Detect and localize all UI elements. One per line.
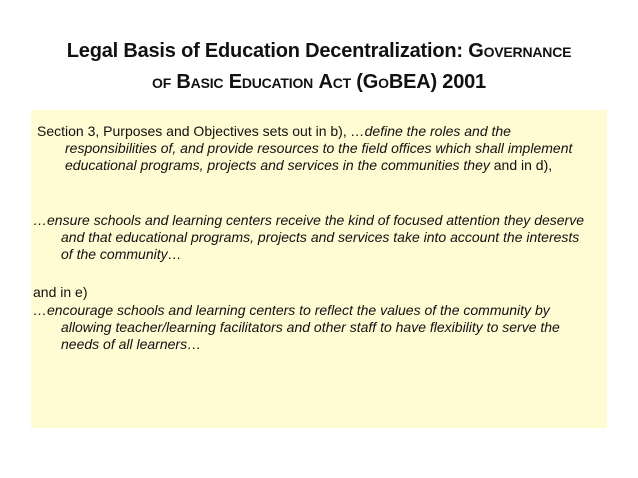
title-line-1-text: Legal Basis of Education Decentralization: G: [66, 40, 484, 62]
title-line-2-e: E: [228, 71, 242, 93]
title-line-2-a: A: [318, 71, 333, 93]
title-line-2: [20, 67, 618, 98]
paragraph-section-3-tail: and in d),: [493, 157, 553, 173]
title-line-1-smallcaps: overnance: [483, 40, 572, 62]
title-line-2-ct: ct: [332, 71, 351, 93]
paragraph-e-quote: …encourage schools and learning centers to reflect the values of the community by allowing teacher/learning facilitators and other staff to have flexibility to serve the needs of all learners…: [33, 302, 560, 352]
title-line-2-ducation: ducation: [241, 71, 319, 93]
paragraph-d-quote: …ensure schools and learning centers receive the kind of focused attention they deserve and that educational programs, projects and services take into account the interests of the community…: [33, 212, 584, 262]
title-line-2-paren: (G: [350, 71, 379, 93]
title-line-2-of: of: [152, 71, 177, 93]
title-line-1: [20, 36, 618, 67]
title-line-2-b: B: [176, 71, 191, 93]
paragraph-d: [33, 212, 589, 263]
slide-title: [20, 36, 618, 98]
paragraph-section-3: [37, 123, 593, 174]
paragraph-section-3-quote: …define the roles and the responsibilities of, and provide resources to the field offices which shall implement educational programs, projects and services in the communities they: [65, 123, 573, 173]
paragraph-and-in-e-text: and in e): [33, 284, 88, 300]
title-line-2-o: o: [378, 71, 389, 93]
title-line-2-tail: BEA) 2001: [388, 71, 486, 93]
paragraph-section-3-plain: Section 3, Purposes and Objectives sets out in b),: [37, 123, 351, 139]
paragraph-section-3-text: [37, 123, 593, 174]
paragraph-e: [33, 302, 589, 353]
paragraph-and-in-e: [33, 284, 589, 301]
content-box: [31, 110, 607, 428]
title-line-2-asic: asic: [190, 71, 229, 93]
